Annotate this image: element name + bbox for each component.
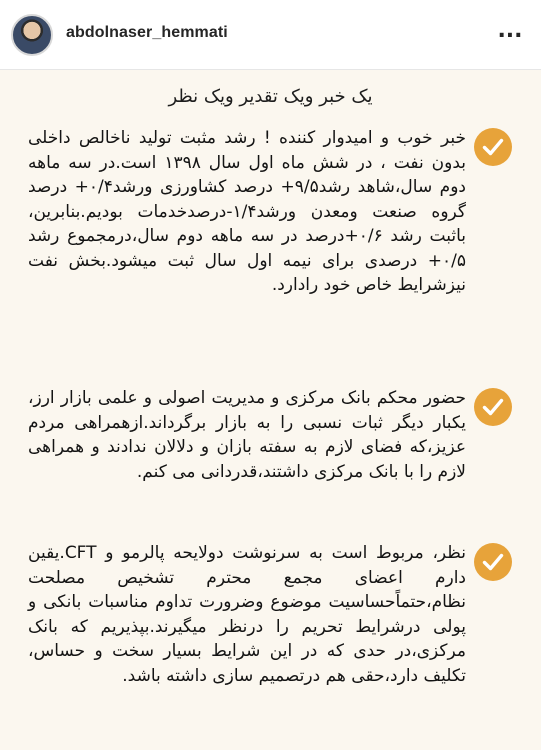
post-title: یک خبر ویک تقدیر ویک نظر	[168, 86, 373, 107]
item-text: حضور محکم بانک مرکزی و مدیریت اصولی و علمی بازار ارز، یکبار دیگر ثبات نسبی را به بازار برگرداند.ازهمراهی مردم عزیز،که فضای لازم به سفته بازان و دلالان ندادند و همراهی لازم را با بانک مرکزی داشتند،قدردانی می کنم.	[28, 388, 466, 482]
item-text: خبر خوب و امیدوار کننده ! رشد مثبت تولید ناخالص داخلی بدون نفت ، در شش ماه اول سال ۱۳۹۸ است.در سه ماهه دوم سال،شاهد رشد۹/۵+ درصد کشاورزی ورشد۰/۴+ درصد گروه صنعت ومعدن ورشد۱/۴-درصدخدمات بودیم.بنابرین، باثبت رشد ۰/۶+درصد در سه ماهه دوم سال،درمجموع رشد ۰/۵+ درصدی برای نیمه اول سال ثبت میشود.بخش نفت نیزشرایط خاص خود رادارد.	[28, 128, 467, 295]
check-icon	[474, 128, 512, 166]
check-icon	[474, 543, 512, 581]
post-image	[0, 70, 541, 750]
avatar[interactable]	[11, 14, 53, 56]
post-header	[0, 0, 541, 70]
username-link[interactable]: abdolnaser_hemmati	[66, 24, 228, 41]
item-text: نظر، مربوط است به سرنوشت دولایحه پالرمو و CFT.یقین دارم اعضای مجمع محترم تشخیص مصلحت نظام،حتماًحساسیت موضوع وضرورت تداوم مناسبات بانکی و پولی درشرایط تحریم را درنظر میگیرند.بپذیریم که بانک مرکزی،در حدی که در این شرایط بسیار سخت و حساس، تکلیف دارد،حقی هم درتصمیم سازی داشته باشد.	[28, 543, 466, 686]
more-options-icon[interactable]: ...	[497, 18, 523, 43]
check-icon	[474, 388, 512, 426]
